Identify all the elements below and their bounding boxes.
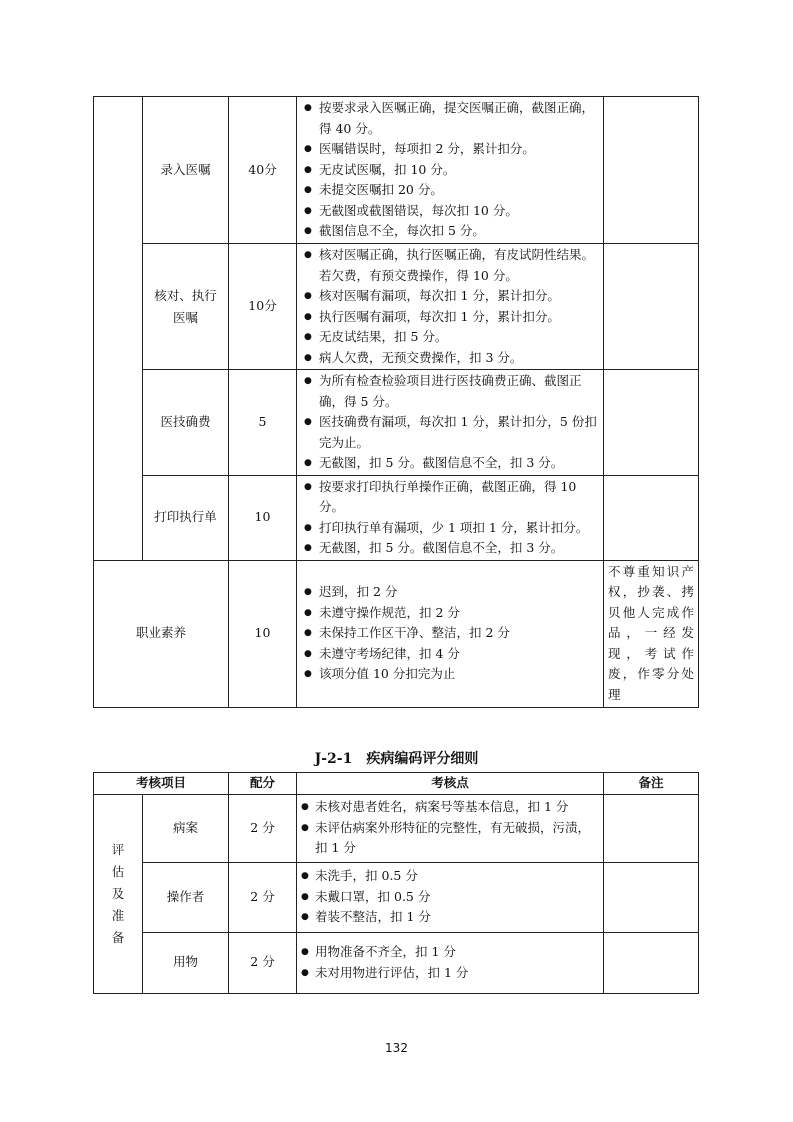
list-item: ● 打印执行单有漏项，少 1 项扣 1 分，累计扣分。 bbox=[301, 518, 599, 539]
list-item: ● 未保持工作区干净、整洁，扣 2 分 bbox=[301, 623, 599, 644]
score-cell: 10 bbox=[229, 475, 297, 560]
header-item: 考核项目 bbox=[94, 773, 229, 795]
item-cell: 核对、执行医嘱 bbox=[143, 244, 229, 370]
points-cell bbox=[297, 560, 604, 707]
header-points: 考核点 bbox=[297, 773, 604, 795]
points-cell bbox=[297, 475, 604, 560]
note-cell bbox=[604, 794, 699, 862]
note-cell bbox=[604, 97, 699, 244]
list-item: ● 未戴口罩，扣 0.5 分 bbox=[301, 887, 599, 908]
group-cell-assessment: 评 估 及 准 备 bbox=[94, 794, 143, 993]
group-cell bbox=[94, 97, 143, 561]
list-item: ● 无皮试结果，扣 5 分。 bbox=[301, 327, 599, 348]
score-cell: 2 分 bbox=[229, 862, 297, 932]
item-cell: 职业素养 bbox=[94, 560, 229, 707]
table-header-row bbox=[94, 773, 699, 795]
table-row bbox=[94, 932, 699, 993]
note-cell: 不尊重知识产权，抄袭、拷贝他人完成作品，一经发现，考试作废，作零分处理 bbox=[604, 560, 699, 707]
table-row bbox=[94, 794, 699, 862]
score-cell: 2 分 bbox=[229, 794, 297, 862]
list-item: ● 无截图，扣 5 分。截图信息不全，扣 3 分。 bbox=[301, 538, 599, 559]
list-item: ● 病人欠费，无预交费操作，扣 3 分。 bbox=[301, 348, 599, 369]
list-item: ● 无皮试医嘱，扣 10 分。 bbox=[301, 160, 599, 181]
item-cell: 医技确费 bbox=[143, 370, 229, 476]
list-item: ● 该项分值 10 分扣完为止 bbox=[301, 664, 599, 685]
item-cell: 打印执行单 bbox=[143, 475, 229, 560]
scoring-table-continued bbox=[93, 96, 699, 708]
points-cell bbox=[297, 244, 604, 370]
score-cell: 40分 bbox=[229, 97, 297, 244]
points-cell bbox=[297, 862, 604, 932]
score-cell: 5 bbox=[229, 370, 297, 476]
list-item: ● 医技确费有漏项，每次扣 1 分，累计扣分，5 份扣完为止。 bbox=[301, 412, 599, 453]
list-item: ● 按要求录入医嘱正确，提交医嘱正确，截图正确，得 40 分。 bbox=[301, 98, 599, 139]
note-cell bbox=[604, 244, 699, 370]
table-row bbox=[94, 244, 699, 370]
list-item: ● 按要求打印执行单操作正确，截图正确，得 10 分。 bbox=[301, 477, 599, 518]
list-item: ● 执行医嘱有漏项，每次扣 1 分，累计扣分。 bbox=[301, 307, 599, 328]
table-row bbox=[94, 370, 699, 476]
table-row bbox=[94, 560, 699, 707]
item-cell: 病案 bbox=[143, 794, 229, 862]
score-cell: 10分 bbox=[229, 244, 297, 370]
list-item: ● 截图信息不全，每次扣 5 分。 bbox=[301, 221, 599, 242]
item-cell: 用物 bbox=[143, 932, 229, 993]
item-cell: 录入医嘱 bbox=[143, 97, 229, 244]
list-item: ● 未洗手，扣 0.5 分 bbox=[301, 866, 599, 887]
list-item: ● 无截图或截图错误，每次扣 10 分。 bbox=[301, 201, 599, 222]
list-item: ● 未遵守操作规范，扣 2 分 bbox=[301, 603, 599, 624]
page-number: 132 bbox=[385, 1041, 408, 1055]
note-cell bbox=[604, 862, 699, 932]
score-cell: 10 bbox=[229, 560, 297, 707]
list-item: ● 未提交医嘱扣 20 分。 bbox=[301, 180, 599, 201]
list-item: ● 迟到，扣 2 分 bbox=[301, 582, 599, 603]
points-cell bbox=[297, 97, 604, 244]
table-row bbox=[94, 97, 699, 244]
list-item: ● 为所有检查检验项目进行医技确费正确、截图正确，得 5 分。 bbox=[301, 371, 599, 412]
note-cell bbox=[604, 370, 699, 476]
disease-coding-scoring-table bbox=[93, 772, 699, 994]
list-item: ● 未评估病案外形特征的完整性，有无破损，污渍，扣 1 分 bbox=[301, 818, 599, 859]
section-title: J-2-1 疾病编码评分细则 bbox=[314, 751, 479, 767]
list-item: ● 未核对患者姓名，病案号等基本信息，扣 1 分 bbox=[301, 797, 599, 818]
list-item: ● 未遵守考场纪律，扣 4 分 bbox=[301, 644, 599, 665]
list-item: ● 无截图，扣 5 分。截图信息不全，扣 3 分。 bbox=[301, 453, 599, 474]
table-row bbox=[94, 475, 699, 560]
table-row bbox=[94, 862, 699, 932]
points-cell bbox=[297, 370, 604, 476]
points-cell bbox=[297, 794, 604, 862]
note-cell bbox=[604, 932, 699, 993]
list-item: ● 核对医嘱有漏项，每次扣 1 分，累计扣分。 bbox=[301, 286, 599, 307]
note-cell bbox=[604, 475, 699, 560]
list-item: ● 用物准备不齐全，扣 1 分 bbox=[301, 942, 599, 963]
score-cell: 2 分 bbox=[229, 932, 297, 993]
list-item: ● 着装不整洁，扣 1 分 bbox=[301, 907, 599, 928]
points-cell bbox=[297, 932, 604, 993]
list-item: ● 医嘱错误时，每项扣 2 分，累计扣分。 bbox=[301, 139, 599, 160]
item-cell: 操作者 bbox=[143, 862, 229, 932]
header-note: 备注 bbox=[604, 773, 699, 795]
list-item: ● 未对用物进行评估，扣 1 分 bbox=[301, 963, 599, 984]
header-score: 配分 bbox=[229, 773, 297, 795]
list-item: ● 核对医嘱正确，执行医嘱正确，有皮试阴性结果。若欠费，有预交费操作，得 10 分。 bbox=[301, 245, 599, 286]
